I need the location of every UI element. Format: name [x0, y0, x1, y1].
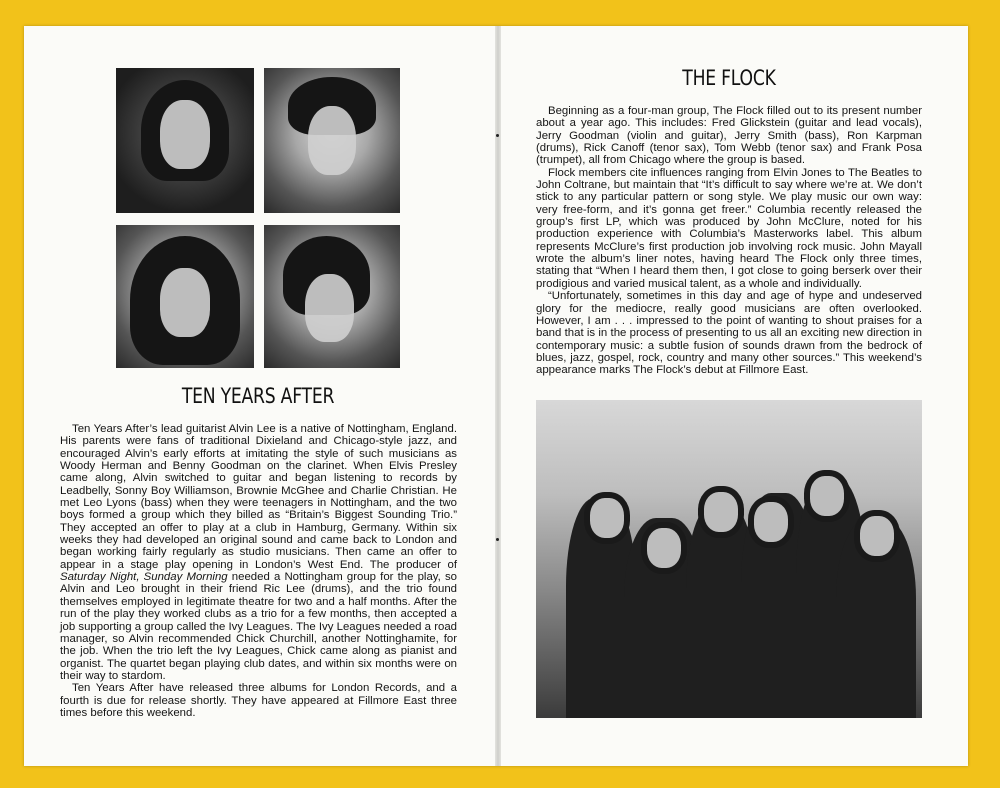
portrait-photo [264, 225, 400, 368]
portrait-photo [264, 68, 400, 213]
page-heading-ten-years-after: TEN YEARS AFTER [181, 384, 335, 408]
portrait-photo [116, 68, 254, 213]
page-heading-the-flock: THE FLOCK [682, 66, 776, 90]
article-paragraph: Ten Years After’s lead guitarist Alvin Lee is a native of Nottingham, England. His parents were fans of traditional Dixieland and Chicago-style jazz, and encouraged Alvin’s early efforts at imitating the style of such musicians as Woody Herman and Benny Goodman on the clarinet. When Elvis Presley came along, Alvin switched to guitar and began listening to records by Leadbelly, Sonny Boy Williamson, Brownie McGhee and Charlie Christian. He met Leo Lyons (bass) when they were teenagers in Nottingham, and the two boys formed a group which they billed as “Britain’s Biggest Sounding Trio.” They accepted an offer to play at a club in Hamburg, Germany. Within six weeks they had developed an original sound and came back to London and began working fairly regularly as studio musicians. Then came an offer to appear in a stage play opening in London’s West End. The producer of Saturday Night, Sunday Morning needed a Nottingham group for the play, so Alvin and Leo brought in their friend Ric Lee (drums), and the trio found themselves employed in legitimate theatre for two and a half months. After the run of the play they worked clubs as a trio for a few months, then accepted a job supporting a group called the Ivy Leagues. The Ivy Leagues needed a road manager, so Alvin recommended Chick Churchill, another Nottinghamite, for the job. When the trio left the Ivy Leagues, Chick came along as pianist and organist. The quartet began playing club dates, and within six months were on their way to stardom. [60, 423, 458, 682]
staple [496, 134, 499, 137]
portrait-photo [116, 225, 254, 368]
the-flock-article [536, 105, 922, 377]
article-paragraph: Beginning as a four-man group, The Flock filled out to its present number about a year ago. This includes: Fred Glickstein (guitar and lead vocals), Jerry Goodman (violin and guitar), Jerry Smith (bass), Ron Karpman (drums), Rick Canoff (tenor sax), Tom Webb (tenor sax) and Frank Posa (trumpet), all from Chicago where the group is based. [536, 105, 922, 167]
article-paragraph: Flock members cite influences ranging from Elvin Jones to The Beatles to John Coltrane, but maintain that “It’s difficult to say where we’re at. We don’t stick to any particular pattern or song style. We play music our own way: very free-form, and it’s gonna get freer.” Columbia recently released the group’s first LP, which was produced by John McClure, noted for his production experience with Columbia’s Masterworks label. This album represents McClure’s first production job involving rock music. John Mayall wrote the album’s liner notes, having heard The Flock only three times, stating that “When I heard them then, I got close to going berserk over their prodigious and varied musical talent, as a whole and individually. [536, 166, 922, 290]
article-paragraph: “Unfortunately, sometimes in this day and age of hype and undeserved glory for the mediocre, really good musicians are often overlooked. However, I am . . . impressed to the point of wanting to shout praises for a band that is in the process of presenting to us all an exciting new direction in contemporary music: a subtle fusion of sounds drawn from the bedrock of blues, jazz, gospel, rock, country and many other sources.” This weekend’s appearance marks The Flock’s debut at Fillmore East. [536, 290, 922, 377]
band-group-photo [536, 400, 922, 718]
article-paragraph: Ten Years After have released three albums for London Records, and a fourth is due for release shortly. They have appeared at Fillmore East three times before this weekend. [60, 682, 457, 719]
staple [496, 538, 499, 541]
ten-years-after-article [60, 423, 457, 719]
page-gutter [495, 26, 501, 766]
program-spread [24, 26, 968, 766]
